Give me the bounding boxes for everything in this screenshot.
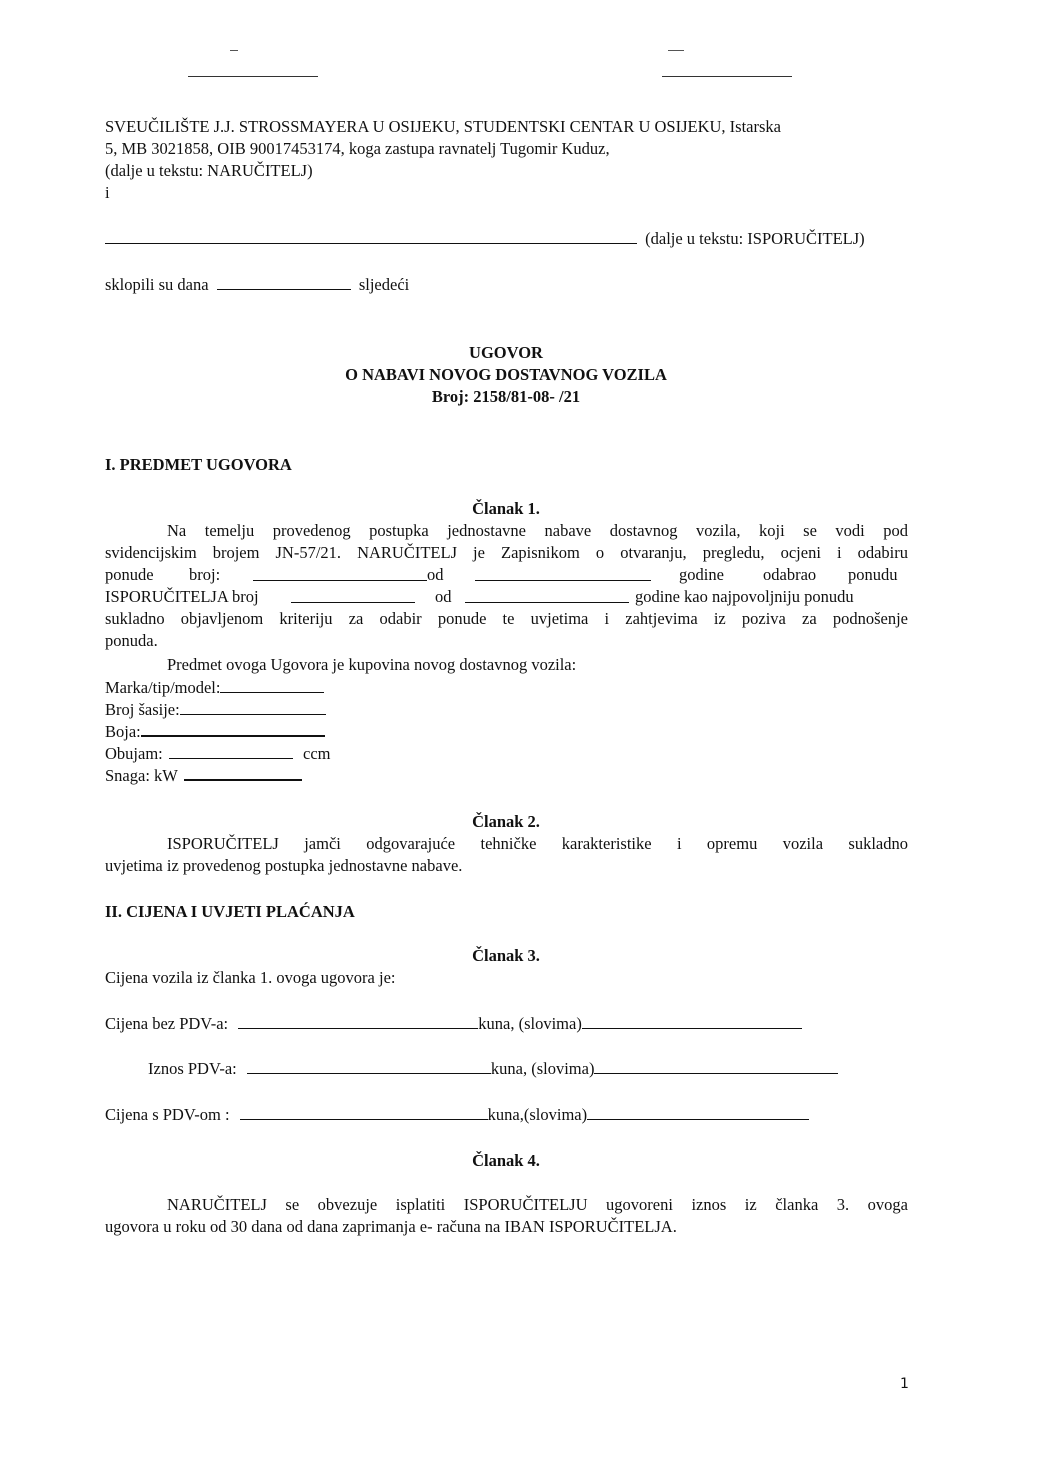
art1-l4-od: od: [435, 587, 452, 606]
art2-line1: ISPORUČITELJ jamči odgovarajuće tehničke karakteristike i opremu vozila sukladno: [167, 834, 908, 853]
art1-line1: Na temelju provedenog postupka jednostavne nabave dostavnog vozila, koji se vodi pod: [167, 521, 908, 540]
price-gross-words-blank[interactable]: [587, 1105, 809, 1120]
concluded-suffix: sljedeći: [358, 275, 410, 294]
concluded-prefix: sklopili su dana: [105, 275, 209, 294]
art4-line1: NARUČITELJ se obvezuje isplatiti ISPORUČITELJU ugovoreni iznos iz članka 3. ovoga: [167, 1195, 908, 1214]
art1-l3-od: od: [427, 565, 444, 584]
field-snaga: [105, 765, 302, 787]
party1-line2: 5, MB 3021858, OIB 90017453174, koga zastupa ravnatelj Tugomir Kuduz,: [105, 139, 610, 158]
field-marka-label: Marka/tip/model:: [105, 678, 221, 697]
field-obujam-blank[interactable]: [169, 744, 293, 759]
article4-title: Članak 4.: [472, 1151, 540, 1170]
art1-l3-godine: godine: [679, 565, 724, 584]
art3-line1: Cijena vozila iz članka 1. ovoga ugovora je:: [105, 968, 396, 987]
scan-mark-right: [662, 76, 792, 77]
field-sasija-label: Broj šasije:: [105, 700, 180, 719]
price-row-gross: [105, 1104, 809, 1126]
field-boja-label: Boja:: [105, 722, 141, 741]
scan-mark-left: [188, 76, 318, 77]
field-boja: [105, 721, 325, 743]
party2-blank[interactable]: [105, 229, 637, 244]
field-sasija: [105, 699, 326, 721]
offer-number-blank[interactable]: [253, 566, 427, 581]
offer-date-blank[interactable]: [475, 566, 651, 581]
section2-heading: II. CIJENA I UVJETI PLAĆANJA: [105, 902, 355, 921]
price-vat-label: Iznos PDV-a:: [148, 1059, 237, 1078]
art1-l4-godine: godine kao najpovoljniju ponudu: [635, 587, 854, 606]
price-net-label: Cijena bez PDV-a:: [105, 1014, 229, 1033]
field-snaga-blank[interactable]: [184, 765, 302, 781]
art2-line2: uvjetima iz provedenog postupka jednostavne nabave.: [105, 856, 463, 875]
field-obujam-label: Obujam:: [105, 744, 163, 763]
art1-line6: ponuda.: [105, 631, 158, 650]
party2-row: [105, 228, 865, 250]
scan-dot-left: [230, 50, 238, 51]
field-obujam-unit: ccm: [303, 744, 331, 763]
art1-l3-ponudu: ponudu: [848, 565, 898, 584]
section1-heading: I. PREDMET UGOVORA: [105, 455, 292, 474]
price-net-words-blank[interactable]: [582, 1014, 802, 1029]
conjunction: i: [105, 183, 110, 202]
party1-line3: (dalje u tekstu: NARUČITELJ): [105, 161, 313, 180]
art1-l4-isporucitelja: ISPORUČITELJA broj: [105, 587, 259, 606]
party1-line1: SVEUČILIŠTE J.J. STROSSMAYERA U OSIJEKU, STUDENTSKI CENTAR U OSIJEKU, Istarska: [105, 117, 781, 136]
party2-suffix: (dalje u tekstu: ISPORUČITELJ): [645, 229, 865, 248]
price-gross-words-label: kuna,(slovima): [487, 1105, 588, 1124]
supplier-date-blank[interactable]: [465, 588, 629, 603]
price-row-net: [105, 1013, 802, 1035]
price-vat-words-blank[interactable]: [594, 1059, 838, 1074]
price-row-vat: [148, 1058, 838, 1080]
art1-l3-odabrao: odabrao: [763, 565, 817, 584]
art1-line2: svidencijskim brojem JN-57/21. NARUČITELJ je Zapisnikom o otvaranju, pregledu, ocjeni i odabiru: [105, 543, 908, 562]
article2-title: Članak 2.: [472, 812, 540, 831]
article3-title: Članak 3.: [472, 946, 540, 965]
supplier-offer-blank[interactable]: [291, 588, 415, 603]
article1-title: Članak 1.: [472, 499, 540, 518]
art1-l3-ponude: ponude: [105, 565, 154, 584]
field-sasija-blank[interactable]: [180, 700, 326, 715]
field-marka: [105, 677, 324, 699]
price-vat-blank[interactable]: [247, 1059, 491, 1074]
art1-l3-broj: broj:: [189, 565, 221, 584]
concluded-row: [105, 274, 409, 296]
title-line3: Broj: 2158/81-08- /21: [431, 387, 581, 406]
scan-dot-right: [668, 50, 684, 51]
field-obujam: [105, 743, 330, 765]
page-number: 1: [900, 1376, 909, 1392]
title-line1: UGOVOR: [469, 343, 543, 362]
price-net-words-label: kuna, (slovima): [478, 1014, 582, 1033]
title-line2: O NABAVI NOVOG DOSTAVNOG VOZILA: [345, 365, 667, 384]
field-boja-blank[interactable]: [141, 721, 325, 737]
price-gross-blank[interactable]: [240, 1105, 488, 1120]
date-blank[interactable]: [217, 275, 351, 290]
field-marka-blank[interactable]: [220, 678, 324, 693]
field-snaga-label: Snaga: kW: [105, 766, 178, 785]
art1-line7: Predmet ovoga Ugovora je kupovina novog dostavnog vozila:: [167, 655, 577, 674]
art1-line5: sukladno objavljenom kriteriju za odabir ponude te uvjetima i zahtjevima iz poziva za podnošenje: [105, 609, 908, 628]
price-gross-label: Cijena s PDV-om :: [105, 1105, 230, 1124]
price-net-blank[interactable]: [238, 1014, 478, 1029]
price-vat-words-label: kuna, (slovima): [490, 1059, 595, 1078]
art4-line2: ugovora u roku od 30 dana od dana zaprimanja e- računa na IBAN ISPORUČITELJA.: [105, 1217, 677, 1236]
